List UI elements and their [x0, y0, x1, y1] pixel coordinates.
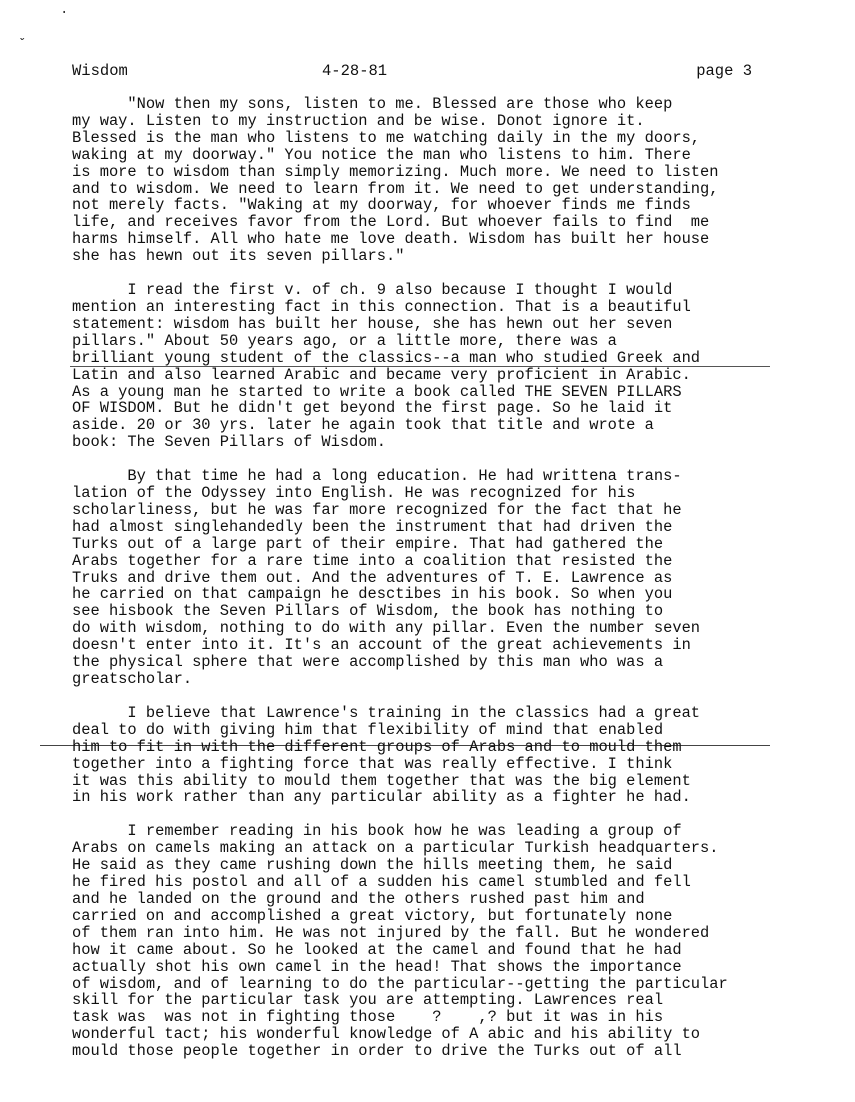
- text-line: harms himself. All who hate me love death. Wisdom has built her house: [72, 230, 710, 249]
- text-line: Turks out of a large part of their empire. That had gathered the: [72, 534, 664, 553]
- text-line: Arabs on camels making an attack on a particular Turkish headquarters.: [72, 839, 719, 858]
- text-line: in his work rather than any particular ability as a fighter he had.: [72, 788, 691, 807]
- paragraph: [72, 468, 812, 688]
- text-line: she has hewn out its seven pillars.": [72, 247, 405, 266]
- text-line: Blessed is the man who listens to me watching daily in the my doors,: [72, 128, 701, 147]
- text-line: he fired his postol and all of a sudden his camel stumbled and fell: [72, 873, 691, 892]
- text-line: do with wisdom, nothing to do with any pillar. Even the number seven: [72, 619, 701, 638]
- text-line: deal to do with giving him that flexibility of mind that enabled: [72, 720, 664, 739]
- text-line: I believe that Lawrence's training in the classics had a great: [72, 703, 701, 722]
- text-line: "Now then my sons, listen to me. Blessed are those who keep: [72, 95, 673, 113]
- text-line: doesn't enter into it. It's an account of the great achievements in: [72, 636, 691, 655]
- paragraph: [72, 823, 812, 1060]
- text-line: see hisbook the Seven Pillars of Wisdom, the book has nothing to: [72, 602, 664, 621]
- text-line: greatscholar.: [72, 670, 193, 688]
- header-date: 4-28-81: [322, 62, 388, 80]
- paragraph: [72, 705, 812, 806]
- text-line: book: The Seven Pillars of Wisdom.: [72, 433, 387, 452]
- text-line: him to fit in with the different groups of Arabs and to mould them: [72, 737, 682, 756]
- text-line: mention an interesting fact in this connection. That is a beautiful: [72, 297, 691, 316]
- text-line: skill for the particular task you are attempting. Lawrences real: [72, 991, 664, 1010]
- margin-dot: .: [60, 2, 69, 18]
- text-line: By that time he had a long education. He had writtena trans-: [72, 467, 682, 486]
- text-line: pillars." About 50 years ago, or a little more, there was a: [72, 331, 617, 350]
- text-line: my way. Listen to my instruction and be wise. Donot ignore it.: [72, 111, 645, 130]
- header-title: Wisdom: [72, 62, 128, 80]
- text-line: actually shot his own camel in the head! That shows the importance: [72, 957, 682, 976]
- text-line: I read the first v. of ch. 9 also because I thought I would: [72, 281, 673, 300]
- text-line: Latin and also learned Arabic and became very proficient in Arabic.: [72, 365, 691, 384]
- text-line: He said as they came rushing down the hills meeting them, he said: [72, 856, 673, 875]
- text-line: of them ran into him. He was not injured by the fall. But he wondered: [72, 923, 710, 942]
- text-line: how it came about. So he looked at the camel and found that he had: [72, 940, 682, 959]
- text-line: is more to wisdom than simply memorizing. Much more. We need to listen: [72, 162, 719, 181]
- header-page-number: page 3: [696, 62, 752, 80]
- text-line: wonderful tact; his wonderful knowledge of A abic and his ability to: [72, 1025, 701, 1044]
- paragraph: [72, 96, 812, 265]
- text-line: and to wisdom. We need to learn from it. We need to get understanding,: [72, 179, 719, 198]
- text-line: As a young man he started to write a book called THE SEVEN PILLARS: [72, 382, 682, 401]
- text-line: brilliant young student of the classics--a man who studied Greek and: [72, 348, 701, 367]
- text-line: life, and receives favor from the Lord. But whoever fails to find me: [72, 213, 710, 232]
- text-line: it was this ability to mould them together that was the big element: [72, 771, 691, 790]
- text-line: carried on and accomplished a great victory, but fortunately none: [72, 906, 673, 925]
- text-line: Truks and drive them out. And the adventures of T. E. Lawrence as: [72, 568, 673, 587]
- paragraph: [72, 282, 812, 451]
- text-line: not merely facts. "Waking at my doorway, for whoever finds me finds: [72, 196, 691, 215]
- text-line: mould those people together in order to drive the Turks out of all: [72, 1042, 682, 1061]
- text-line: waking at my doorway." You notice the man who listens to him. There: [72, 145, 691, 164]
- margin-tick: ˬ: [18, 26, 27, 42]
- page-header: [72, 62, 752, 82]
- text-line: I remember reading in his book how he was leading a group of: [72, 822, 682, 841]
- text-line: he carried on that campaign he desctibes in his book. So when you: [72, 585, 673, 604]
- text-line: of wisdom, and of learning to do the particular--getting the particular: [72, 974, 728, 993]
- text-line: aside. 20 or 30 yrs. later he again took that title and wrote a: [72, 416, 654, 435]
- text-line: OF WISDOM. But he didn't get beyond the first page. So he laid it: [72, 399, 673, 418]
- text-line: task was was not in fighting those ? ,? but it was in his: [72, 1008, 664, 1027]
- text-line: the physical sphere that were accomplished by this man who was a: [72, 653, 664, 672]
- text-line: and he landed on the ground and the others rushed past him and: [72, 889, 645, 908]
- document-body: [72, 96, 812, 1077]
- text-line: scholarliness, but he was far more recognized for the fact that he: [72, 500, 682, 519]
- text-line: statement: wisdom has built her house, she has hewn out her seven: [72, 314, 673, 333]
- text-line: together into a fighting force that was really effective. I think: [72, 754, 673, 773]
- text-line: Arabs together for a rare time into a coalition that resisted the: [72, 551, 673, 570]
- text-line: had almost singlehandedly been the instrument that had driven the: [72, 517, 673, 536]
- text-line: lation of the Odyssey into English. He was recognized for his: [72, 484, 636, 503]
